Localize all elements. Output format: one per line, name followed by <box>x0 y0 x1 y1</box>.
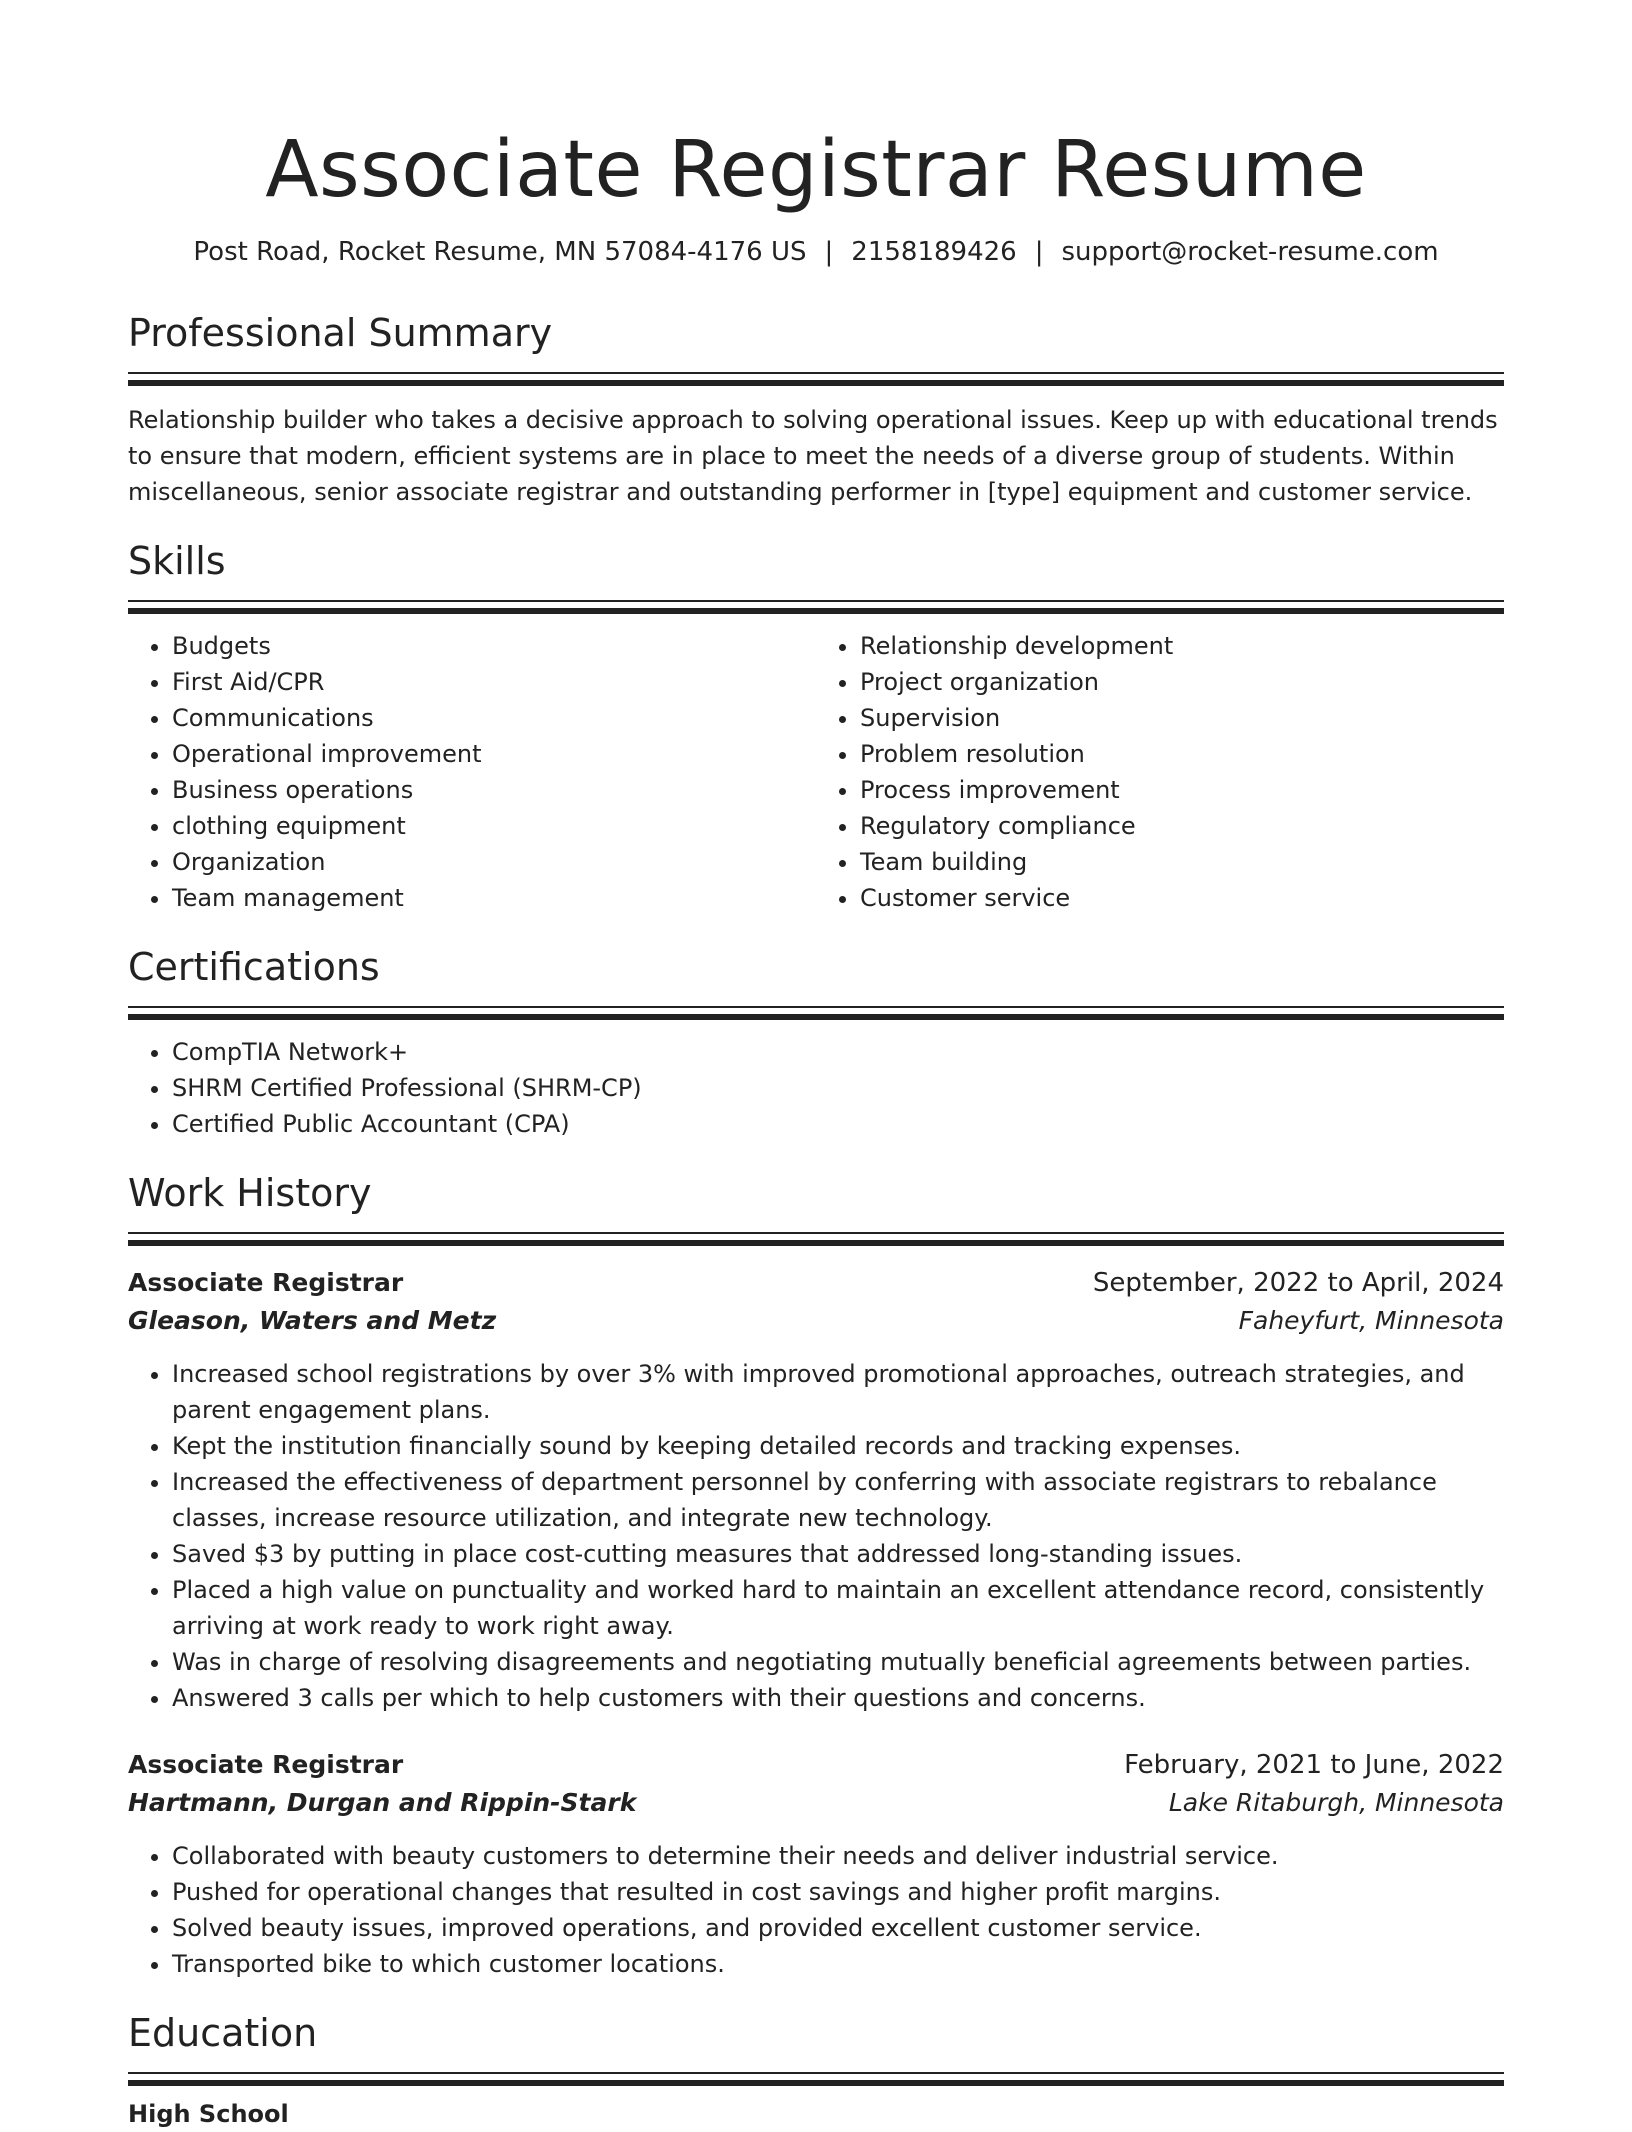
job-employer: Gleason, Waters and Metz <box>128 1306 497 1335</box>
job-bullet: • Pushed for operational changes that resulted in cost savings and higher profit margins. <box>172 1874 1504 1910</box>
work-history-section <box>128 1168 1504 1982</box>
job-bullet: • Increased school registrations by over 3% with improved promotional approaches, outreach strategies, and parent engagement plans. <box>172 1356 1504 1428</box>
job-bullet: • Answered 3 calls per which to help customers with their questions and concerns. <box>172 1680 1504 1716</box>
skills-column-left <box>128 628 816 916</box>
skill-item: • Regulatory compliance <box>860 808 1504 844</box>
job-dates: September, 2022 to April, 2024 <box>1092 1268 1504 1298</box>
section-divider <box>128 372 1504 374</box>
job-bullet: • Placed a high value on punctuality and worked hard to maintain an excellent attendance record, consistently arriving at work ready to work right away. <box>172 1572 1504 1644</box>
skills-column-right <box>816 628 1504 916</box>
job-bullet: • Saved $3 by putting in place cost-cutting measures that addressed long-standing issues. <box>172 1536 1504 1572</box>
work-history-heading: Work History <box>128 1171 372 1215</box>
job-employer: Hartmann, Durgan and Rippin-Stark <box>128 1788 637 1817</box>
contact-separator: | <box>1034 237 1044 267</box>
skill-item: • Communications <box>172 700 816 736</box>
education-first-line: High School <box>128 2100 289 2128</box>
skills-section <box>128 536 1504 916</box>
job-bullet: • Kept the institution financially sound by keeping detailed records and tracking expenses. <box>172 1428 1504 1464</box>
job-bullet: • Was in charge of resolving disagreements and negotiating mutually beneficial agreements between parties. <box>172 1644 1504 1680</box>
section-divider-thick <box>128 1014 1504 1020</box>
section-divider <box>128 2072 1504 2074</box>
job-dates: February, 2021 to June, 2022 <box>1124 1750 1504 1780</box>
contact-separator: | <box>824 237 834 267</box>
section-divider-thick <box>128 2080 1504 2086</box>
certification-item: • Certified Public Accountant (CPA) <box>172 1106 1504 1142</box>
education-section <box>128 2008 1504 2128</box>
section-divider-thick <box>128 1240 1504 1246</box>
job-title: Associate Registrar <box>128 1750 404 1779</box>
summary-section <box>128 308 1504 510</box>
job-bullet: • Transported bike to which customer locations. <box>172 1946 1504 1982</box>
section-divider <box>128 600 1504 602</box>
skills-grid <box>128 628 1504 916</box>
skill-item: • Business operations <box>172 772 816 808</box>
job-bullet: • Solved beauty issues, improved operations, and provided excellent customer service. <box>172 1910 1504 1946</box>
certification-item: • CompTIA Network+ <box>172 1034 1504 1070</box>
summary-text: Relationship builder who takes a decisive approach to solving operational issues. Keep up with educational trends to ensure that modern, efficient systems are in place to meet the needs of a diverse group of students. Within miscellaneous, senior associate registrar and outstanding performer in [type] equipment and customer service. <box>128 406 1498 506</box>
job-header <box>128 1264 1504 1302</box>
job-header <box>128 1746 1504 1784</box>
job-location: Faheyfurt, Minnesota <box>1238 1306 1504 1335</box>
skills-heading: Skills <box>128 539 226 583</box>
job-entry <box>128 1264 1504 1716</box>
skill-item: • Operational improvement <box>172 736 816 772</box>
job-bullet: • Increased the effectiveness of department personnel by conferring with associate registrars to rebalance classes, increase resource utilization, and integrate new technology. <box>172 1464 1504 1536</box>
certifications-section <box>128 942 1504 1142</box>
skill-item: • Project organization <box>860 664 1504 700</box>
skill-item: • Team building <box>860 844 1504 880</box>
section-divider <box>128 1006 1504 1008</box>
skill-item: • Organization <box>172 844 816 880</box>
skill-item: • Process improvement <box>860 772 1504 808</box>
job-entry <box>128 1746 1504 1982</box>
skill-item: • Budgets <box>172 628 816 664</box>
skill-item: • Customer service <box>860 880 1504 916</box>
certifications-heading: Certifications <box>128 945 380 989</box>
contact-address: Post Road, Rocket Resume, MN 57084-4176 US <box>193 237 807 267</box>
skill-item: • First Aid/CPR <box>172 664 816 700</box>
section-divider-thick <box>128 608 1504 614</box>
certifications-list <box>128 1034 1504 1142</box>
skills-list-right <box>816 628 1504 916</box>
skill-item: • Supervision <box>860 700 1504 736</box>
job-location: Lake Ritaburgh, Minnesota <box>1168 1788 1504 1817</box>
certification-item: • SHRM Certified Professional (SHRM-CP) <box>172 1070 1504 1106</box>
skill-item: • clothing equipment <box>172 808 816 844</box>
skill-item: • Problem resolution <box>860 736 1504 772</box>
skill-item: • Team management <box>172 880 816 916</box>
job-bullet: • Collaborated with beauty customers to determine their needs and deliver industrial service. <box>172 1838 1504 1874</box>
job-subheader <box>128 1302 1504 1340</box>
job-bullets <box>128 1356 1504 1716</box>
section-divider <box>128 1232 1504 1234</box>
contact-phone: 2158189426 <box>851 237 1017 267</box>
summary-heading: Professional Summary <box>128 311 553 355</box>
education-heading: Education <box>128 2011 318 2055</box>
contact-line <box>128 234 1504 270</box>
skills-list-left <box>128 628 816 916</box>
skill-item: • Relationship development <box>860 628 1504 664</box>
contact-email: support@rocket-resume.com <box>1061 237 1439 267</box>
job-subheader <box>128 1784 1504 1822</box>
resume-title: Associate Registrar Resume <box>265 125 1367 215</box>
job-title: Associate Registrar <box>128 1268 404 1297</box>
job-bullets <box>128 1838 1504 1982</box>
section-divider-thick <box>128 380 1504 386</box>
